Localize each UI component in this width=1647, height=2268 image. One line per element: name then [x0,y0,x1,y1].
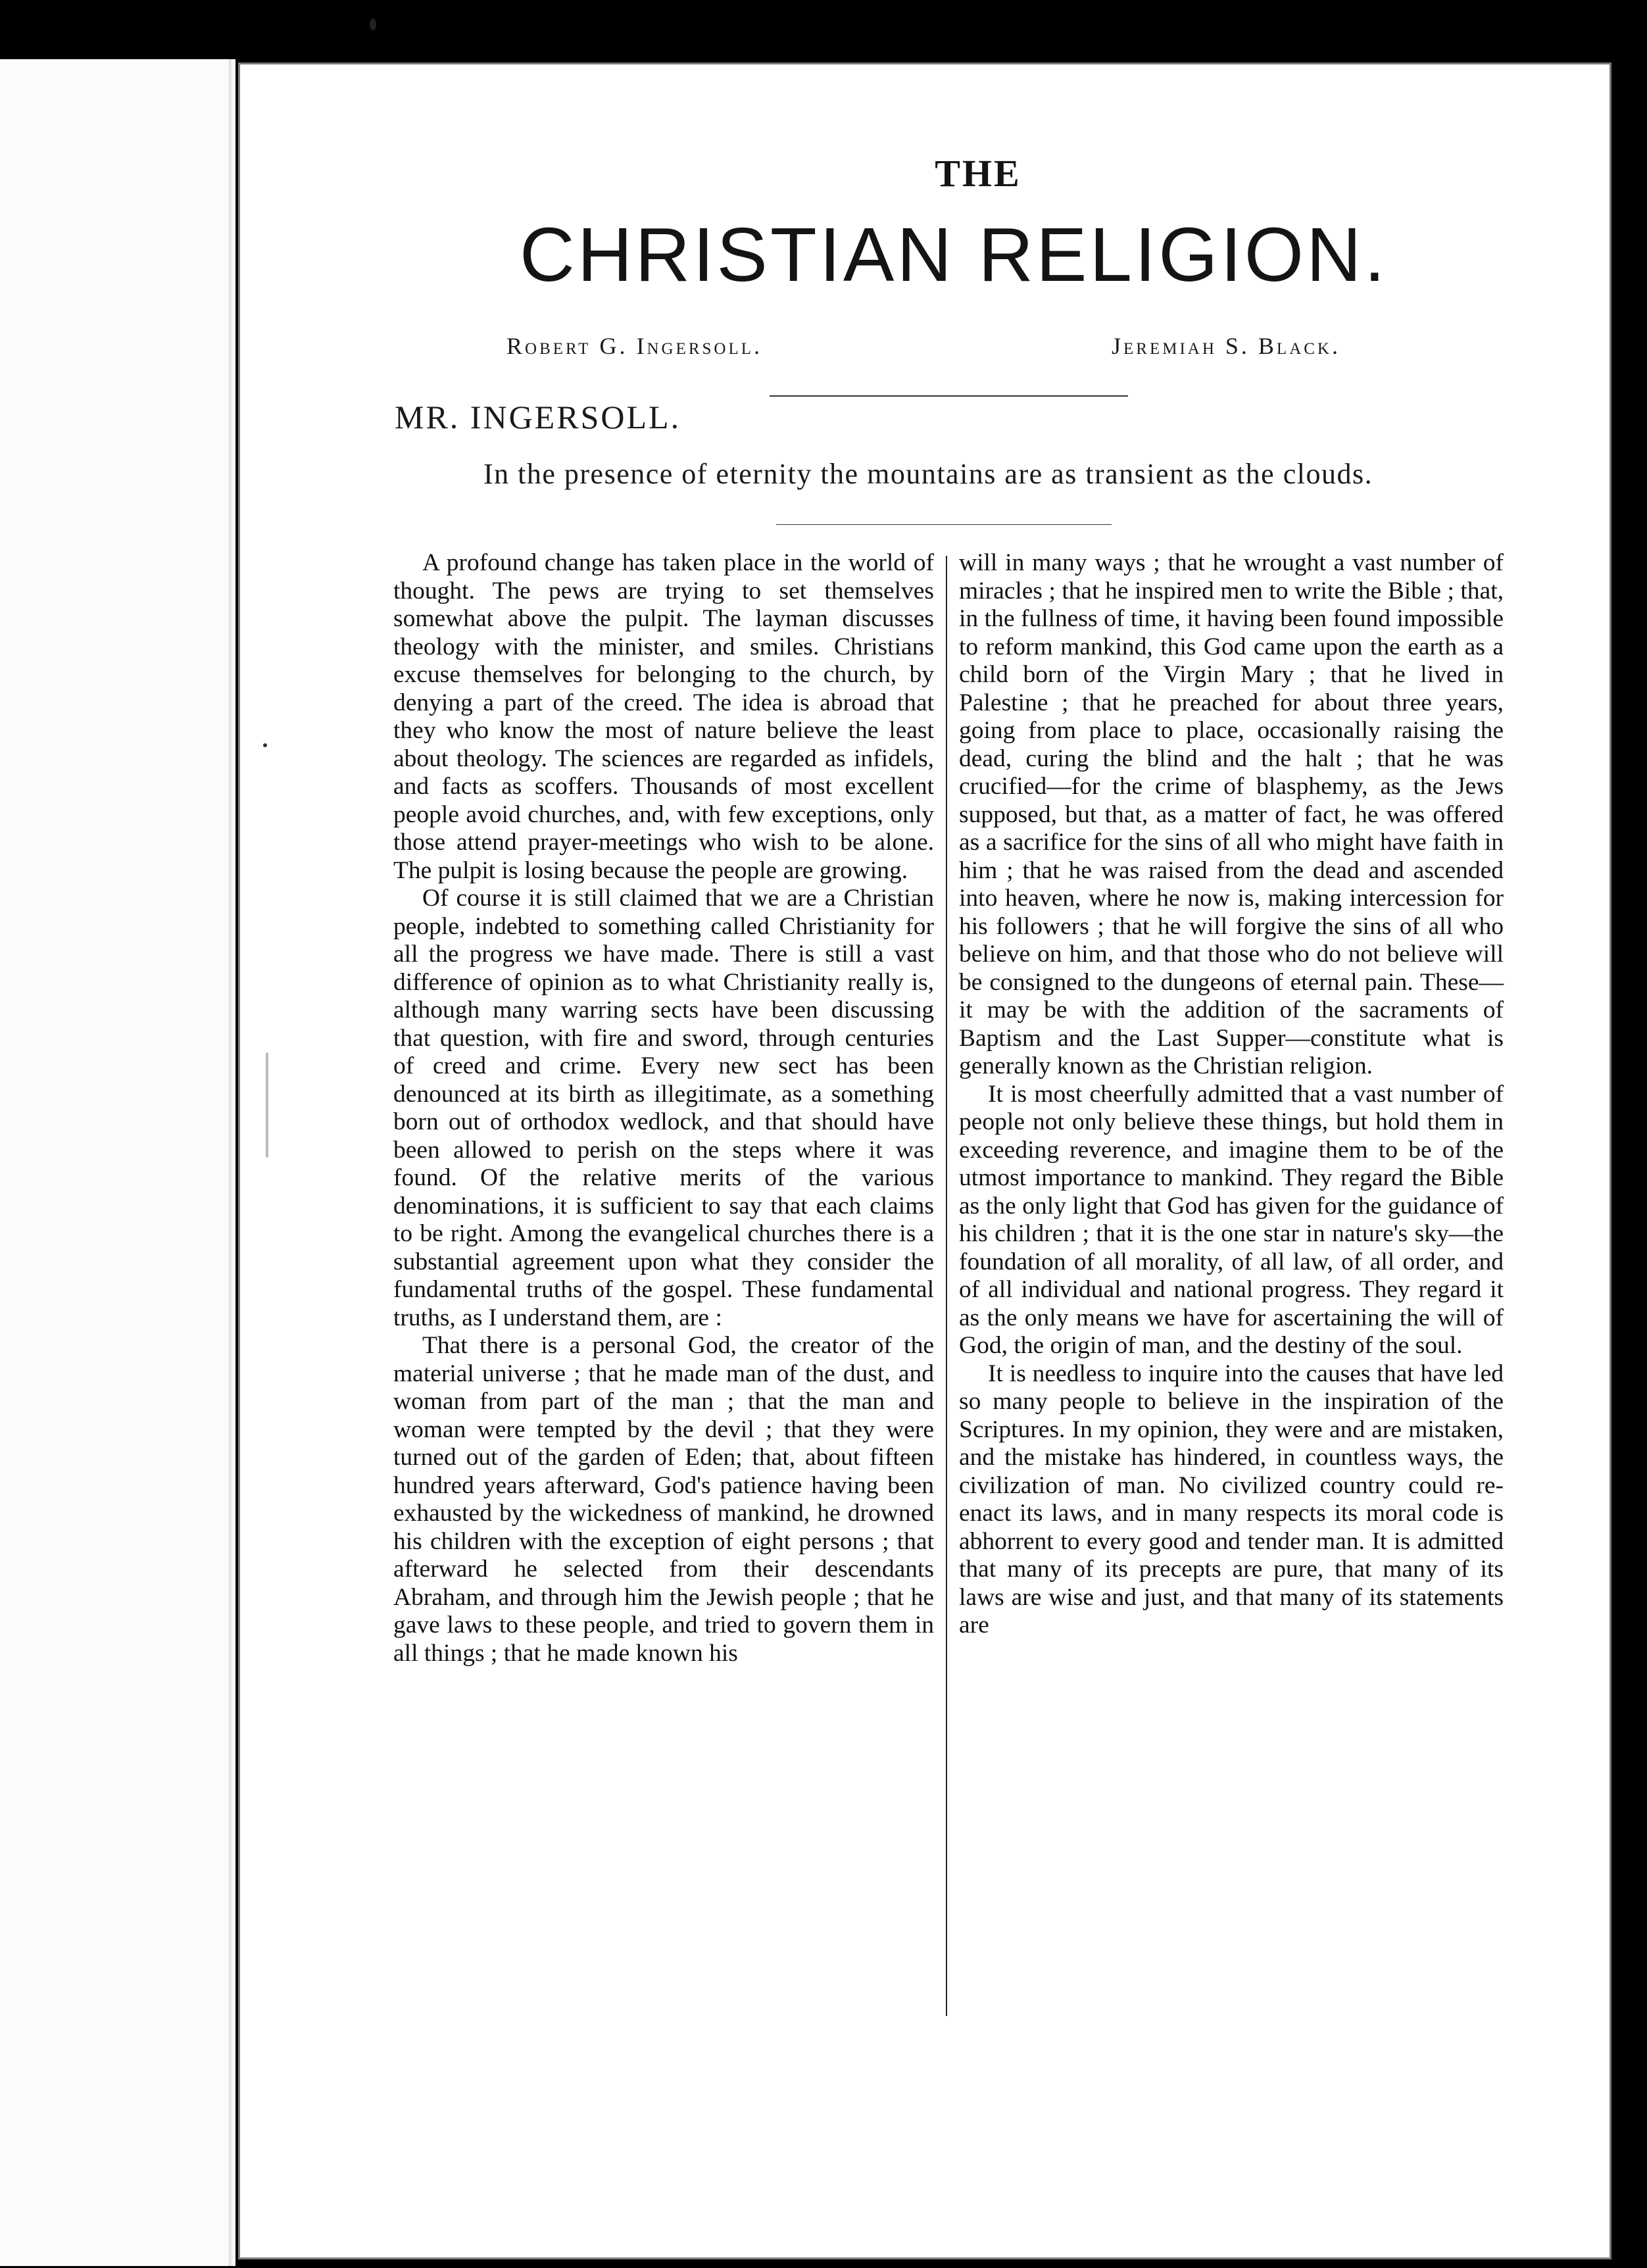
author-black: Jeremiah S. Black. [1112,333,1340,359]
page-gutter [229,59,234,2266]
page-title: CHRISTIAN RELIGION. [520,212,1388,297]
paragraph: It is needless to inquire into the causes that have led so many people to believe in the inspiration of the Scriptures. In my opinion, they were and are mistaken, and the mistake has hindered, in countless ways, the civilization of man. No civilized country could re-enact its laws, and in many respects its moral code is abhorrent to every good and tender man. It is admitted that many of its precepts are pure, that many of its laws are wise and just, and that many of its statements are [959,1360,1504,1639]
author-ingersoll: Robert G. Ingersoll. [506,333,762,359]
facing-page [0,59,235,2266]
epigraph-rule [776,524,1112,525]
epigraph: In the presence of eternity the mountains are as transient as the clouds. [483,458,1373,490]
title-article: THE [935,152,1021,195]
margin-mark [370,18,376,30]
right-column [959,549,1504,1640]
title-rule [770,395,1128,397]
margin-mark [263,743,267,747]
margin-mark [266,1052,268,1158]
section-speaker: MR. INGERSOLL. [395,399,681,435]
paragraph: will in many ways ; that he wrought a vast number of miracles ; that he inspired men to write the Bible ; that, in the fullness of time, it having been found impossible to reform mankind, this God came upon the earth as a child born of the Virgin Mary ; that he lived in Palestine ; that he preached for about three years, going from place to place, occasionally raising the dead, curing the blind and the halt ; that he was crucified—for the crime of blasphemy, as the Jews supposed, but that, as a matter of fact, he was offered as a sacrifice for the sins of all who might have faith in him ; that he was raised from the dead and ascended into heaven, where he now is, making intercession for his followers ; that he will forgive the sins of all who believe on him, and that those who do not believe will be consigned to the dungeons of eternal pain. These—it may be with the addition of the sacraments of Baptism and the Last Supper—constitute what is generally known as the Christian religion. [959,549,1504,1079]
paragraph: That there is a personal God, the creator of the material universe ; that he made man of the dust, and woman from part of the man ; that the man and woman were tempted by the devil ; that they were turned out of the garden of Eden; that, about fifteen hundred years afterward, God's patience having been exhausted by the wickedness of mankind, he drowned his children with the exception of eight persons ; that afterward he selected from their descendants Abraham, and through him the Jewish people ; that he gave laws to these people, and tried to govern them in all things ; that he made known his [393,1332,934,1667]
paragraph: It is most cheerfully admitted that a vast number of people not only believe these things, but hold them in exceeding reverence, and imagine them to be of the utmost importance to mankind. They regard the Bible as the only light that God has given for the guidance of his children ; that it is the one star in nature's sky—the foundation of all morality, of all law, of all order, and of all individual and national progress. They regard it as the only means we have for ascertaining the will of God, the origin of man, and the destiny of the soul. [959,1080,1504,1359]
left-column [393,549,934,1667]
paragraph: A profound change has taken place in the world of thought. The pews are trying to set themselves somewhat above the pulpit. The layman discusses theology with the minister, and smiles. Christians excuse themselves for belonging to the church, by denying a part of the creed. The idea is abroad that they who know the most of nature believe the least about theology. The sciences are regarded as infidels, and facts as scoffers. Thousands of most excellent people avoid churches, and, with few exceptions, only those attend prayer-meetings who wish to be alone. The pulpit is losing because the people are growing. [393,549,934,884]
paragraph: Of course it is still claimed that we are a Christian people, indebted to something called Christianity for all the progress we have made. There is still a vast difference of opinion as to what Christianity really is, although many warring sects have been discussing that question, with fire and sword, through centuries of creed and crime. Every new sect has been denounced at its birth as illegitimate, as a something born out of orthodox wedlock, and that should have been allowed to perish on the steps where it was found. Of the relative merits of the various denominations, it is sufficient to say that each claims to be right. Among the evangelical churches there is a substantial agreement upon what they consider the fundamental truths of the gospel. These fundamental truths, as I understand them, are : [393,885,934,1331]
column-divider [946,556,947,2016]
